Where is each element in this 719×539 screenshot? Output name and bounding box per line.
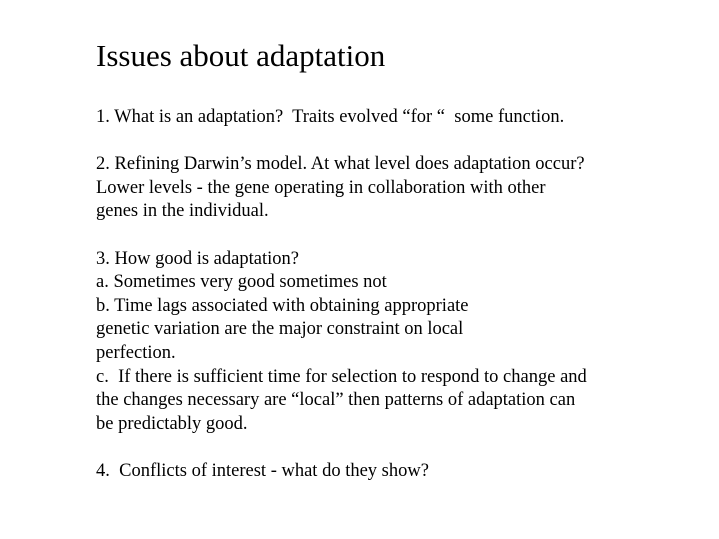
item-2-line-1: 2. Refining Darwin’s model. At what level does adaptation occur? [96,154,585,175]
item-3-line-4: genetic variation are the major constraint on local [96,319,464,340]
item-3-line-1: 3. How good is adaptation? [96,248,299,269]
spacer [96,436,696,460]
spacer [96,130,696,154]
spacer [96,224,696,248]
item-3-line-5: perfection. [96,342,176,363]
list-item-1 [96,106,696,130]
slide-body [96,106,696,484]
item-4-line-1: 4. Conflicts of interest - what do they show? [96,460,429,481]
item-3-line-2: a. Sometimes very good sometimes not [96,272,387,293]
list-item-3 [96,248,696,437]
item-2-line-3: genes in the individual. [96,201,269,222]
item-3-line-3: b. Time lags associated with obtaining appropriate [96,295,469,316]
item-3-line-6: c. If there is sufficient time for selection to respond to change and [96,366,587,387]
list-item-4 [96,460,696,484]
list-item-2 [96,153,696,224]
slide-title: Issues about adaptation [96,38,386,73]
item-3-line-8: be predictably good. [96,413,248,434]
item-1-line-1: 1. What is an adaptation? Traits evolved “for “ some function. [96,107,565,127]
item-2-line-2: Lower levels - the gene operating in collaboration with other [96,177,546,198]
item-3-line-7: the changes necessary are “local” then patterns of adaptation can [96,390,576,411]
